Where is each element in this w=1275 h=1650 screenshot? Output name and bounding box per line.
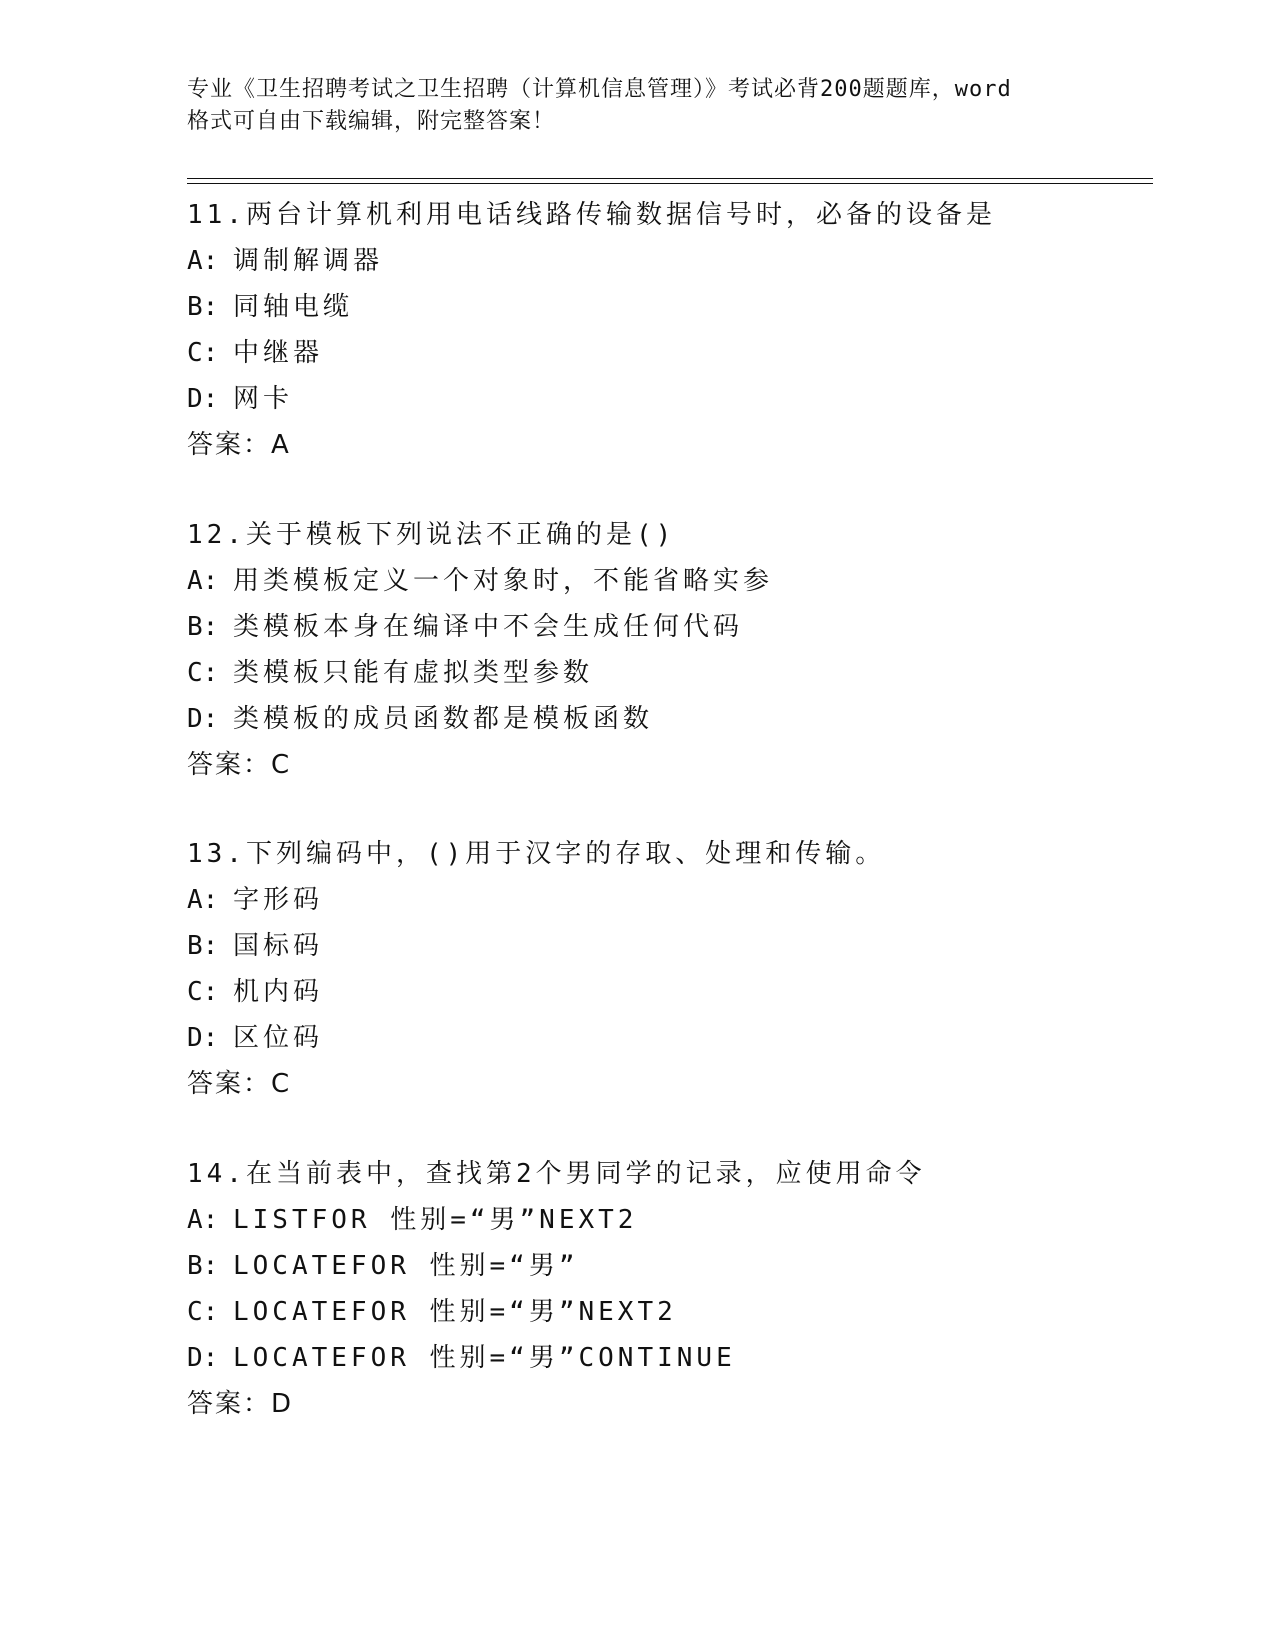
- option-tag: B:: [187, 1251, 219, 1281]
- answer-line: 答案：C: [187, 1069, 292, 1099]
- question-13: [187, 831, 1187, 1107]
- option-b: [187, 923, 1187, 969]
- answer-line: 答案：D: [187, 1389, 294, 1419]
- option-d: [187, 1335, 1187, 1381]
- option-tag: B:: [187, 292, 219, 322]
- option-text: LOCATEFOR 性别=“男”NEXT2: [233, 1297, 677, 1327]
- option-text: 调制解调器: [233, 246, 384, 276]
- option-d: [187, 696, 1187, 742]
- option-c: [187, 650, 1187, 696]
- option-tag: D:: [187, 704, 219, 734]
- option-b: [187, 1243, 1187, 1289]
- option-tag: C:: [187, 338, 219, 368]
- option-tag: A:: [187, 246, 219, 276]
- option-tag: A:: [187, 885, 219, 915]
- option-c: [187, 330, 1187, 376]
- option-tag: A:: [187, 566, 219, 596]
- option-b: [187, 284, 1187, 330]
- option-tag: A:: [187, 1205, 219, 1235]
- option-text: 同轴电缆: [233, 292, 354, 322]
- option-text: LOCATEFOR 性别=“男”CONTINUE: [233, 1343, 736, 1373]
- option-text: 类模板本身在编译中不会生成任何代码: [233, 612, 744, 642]
- option-text: 类模板的成员函数都是模板函数: [233, 704, 654, 734]
- header-line-1: 专业《卫生招聘考试之卫生招聘（计算机信息管理）》考试必背200题题库，word: [187, 77, 1012, 102]
- option-text: 国标码: [233, 931, 324, 961]
- option-d: [187, 376, 1187, 422]
- option-text: LISTFOR 性别=“男”NEXT2: [233, 1205, 638, 1235]
- question-14: [187, 1151, 1187, 1427]
- option-tag: B:: [187, 931, 219, 961]
- option-tag: D:: [187, 384, 219, 414]
- option-text: 网卡: [233, 384, 294, 414]
- option-tag: C:: [187, 977, 219, 1007]
- option-text: LOCATEFOR 性别=“男”: [233, 1251, 579, 1281]
- question-11: [187, 192, 1187, 468]
- option-a: [187, 558, 1187, 604]
- header-line-2: 格式可自由下载编辑，附完整答案！: [187, 109, 556, 134]
- option-tag: D:: [187, 1343, 219, 1373]
- question-stem: 14.在当前表中，查找第2个男同学的记录，应使用命令: [187, 1159, 926, 1189]
- option-text: 中继器: [233, 338, 324, 368]
- answer-line: 答案：A: [187, 430, 291, 460]
- option-text: 机内码: [233, 977, 324, 1007]
- option-b: [187, 604, 1187, 650]
- header-divider-top: [187, 178, 1153, 179]
- document-header: [187, 74, 1087, 138]
- option-tag: D:: [187, 1023, 219, 1053]
- option-text: 用类模板定义一个对象时，不能省略实参: [233, 566, 774, 596]
- question-stem: 11.两台计算机利用电话线路传输数据信号时，必备的设备是: [187, 200, 996, 230]
- option-c: [187, 969, 1187, 1015]
- option-tag: C:: [187, 1297, 219, 1327]
- option-a: [187, 1197, 1187, 1243]
- header-divider-bottom: [187, 183, 1153, 184]
- option-a: [187, 238, 1187, 284]
- option-tag: B:: [187, 612, 219, 642]
- question-stem: 13.下列编码中，()用于汉字的存取、处理和传输。: [187, 839, 886, 869]
- option-text: 字形码: [233, 885, 324, 915]
- option-tag: C:: [187, 658, 219, 688]
- answer-line: 答案：C: [187, 750, 292, 780]
- option-text: 区位码: [233, 1023, 324, 1053]
- question-stem: 12.关于模板下列说法不正确的是(): [187, 520, 676, 550]
- option-a: [187, 877, 1187, 923]
- option-c: [187, 1289, 1187, 1335]
- option-text: 类模板只能有虚拟类型参数: [233, 658, 594, 688]
- option-d: [187, 1015, 1187, 1061]
- question-12: [187, 512, 1187, 788]
